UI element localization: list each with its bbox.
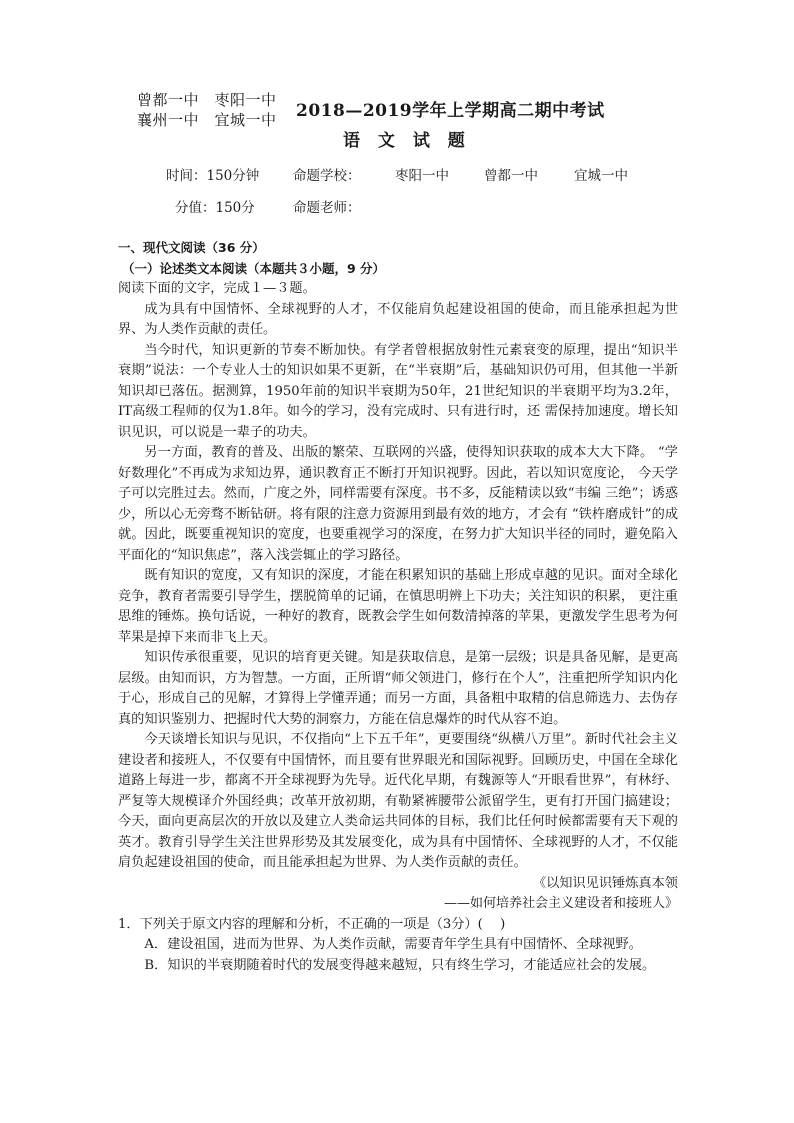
paragraph: 知识传承很重要，见识的培育更关键。知是获取信息，是第一层级；识是具备见解，是更高层级。由知而识，方为智慧。一方面，正所谓“师父领进门，修行在个人”，注重把所学知识内化于心，形成自己的见解，才算得上学懂弄通；而另一方面，具备粗中取精的信息筛选力、去伪存真的知识鉴别力、把握时代大势的洞察力，方能在信息爆炸的时代从容不迫。 bbox=[118, 650, 678, 727]
source-title: 《以知识见识锤炼真本领 bbox=[532, 875, 678, 891]
paragraph: 另一方面，教育的普及、出版的繁荣、互联网的兴盛，使得知识获取的成本大大下降。 “学好数理化”不再成为求知边界，通识教育正不断打开知识视野。因此，若以知识宽度论， 今天学子可以完胜过去。然而，广度之外，同样需要有深度。书不多，反能精读以致“韦编 三绝”；诱惑少，所以心无旁骛不断钻研。将有限的注意力资源用到最有效的地方，才会有 “铁杵磨成针”的成就。因此，既要重视知识的宽度，也要重视学习的深度，在努力扩大知识半径的同时，避免陷入平面化的“知识焦虑”，落入浅尝辄止的学习路径。 bbox=[118, 445, 678, 563]
reading-section bbox=[118, 238, 678, 976]
subject-title: 语 文 试 题 bbox=[343, 131, 471, 151]
school-2: 曾都一中 bbox=[484, 168, 538, 184]
subsection-title: （一）论述类文本阅读（本题共３小题，9 分） bbox=[122, 260, 386, 276]
paragraph: 成为具有中国情怀、全球视野的人才，不仅能肩负起建设祖国的使命，而且能承担起为世界、为人类作贡献的责任。 bbox=[118, 301, 678, 337]
section-title: 一、现代文阅读（36 分） bbox=[118, 240, 265, 255]
school-1: 枣阳一中 bbox=[395, 168, 449, 184]
source-subtitle: ——如何培养社会主义建设者和接班人》 bbox=[443, 896, 678, 911]
schools-line-1: 曾都一中 枣阳一中 bbox=[137, 91, 277, 109]
option-b: B．知识的半衰期随着时代的发展变得越来越短，只有终生学习，才能适应社会的发展。 bbox=[144, 957, 656, 973]
instruction: 阅读下面的文字，完成１—３题。 bbox=[118, 281, 316, 296]
paragraph: 今天谈增长知识与见识，不仅指向“上下五千年”，更要围绕“纵横八万里”。新时代社会主义建设者和接班人，不仅要有中国情怀，而且要有世界眼光和国际视野。回顾历史，中国在全球化道路上每进一步，都离不开全球视野为先导。近代化早期，有魏源等人“开眼看世界”，有林纾、严复等大规模译介外国经典；改革开放初期，有勒紧裤腰带公派留学生，更有打开国门搞建设；今天，面向更高层次的开放以及建立人类命运共同体的目标，我们比任何时候都需要有天下观的英才。教育引导学生关注世界形势及其发展变化，成为具有中国情怀、全球视野的人才，不仅能肩负起建设祖国的使命，而且能承担起为世界、为人类作贡献的责任。 bbox=[118, 732, 678, 870]
time-label: 时间：150分钟 bbox=[166, 168, 260, 184]
teacher-label: 命题老师： bbox=[293, 200, 361, 216]
option-a: A．建设祖国，进而为世界、为人类作贡献，需要青年学生具有中国情怀、全球视野。 bbox=[144, 937, 642, 952]
paragraph: 当今时代，知识更新的节奏不断加快。有学者曾根据放射性元素衰变的原理，提出“知识半衰期”说法：一个专业人士的知识如果不更新，在“半衰期”后，基础知识仍可用，但其他一半新知识却已落伍。据测算，1950年前的知识半衰期为50年，21世纪知识的半衰期平均为3.2年，IT高级工程师的仅为1.8年。如今的学习，没有完成时、只有进行时，还 需保持加速度。增长知识见识，可以说是一辈子的功夫。 bbox=[118, 342, 678, 440]
paragraph: 既有知识的宽度，又有知识的深度，才能在积累知识的基础上形成卓越的见识。面对全球化竞争，教育者需要引导学生，摆脱简单的记诵，在慎思明辨上下功夫；关注知识的积累， 更注重思维的锤炼。换句话说，一种好的教育，既教会学生如何数清掉落的苹果，更激发学生思考为何苹果是掉下来而非飞上天。 bbox=[118, 568, 678, 645]
question-1: 1．下列关于原文内容的理解和分析，不正确的一项是（3分）( ) bbox=[118, 916, 506, 932]
school-3: 宜城一中 bbox=[574, 168, 628, 184]
school-list bbox=[137, 90, 277, 130]
score-label: 分值：150分 bbox=[175, 200, 255, 216]
schools-line-2: 襄州一中 宜城一中 bbox=[137, 111, 277, 129]
exam-title: 2018—2019学年上学期高二期中考试 bbox=[296, 101, 605, 121]
school-label: 命题学校： bbox=[293, 168, 361, 184]
